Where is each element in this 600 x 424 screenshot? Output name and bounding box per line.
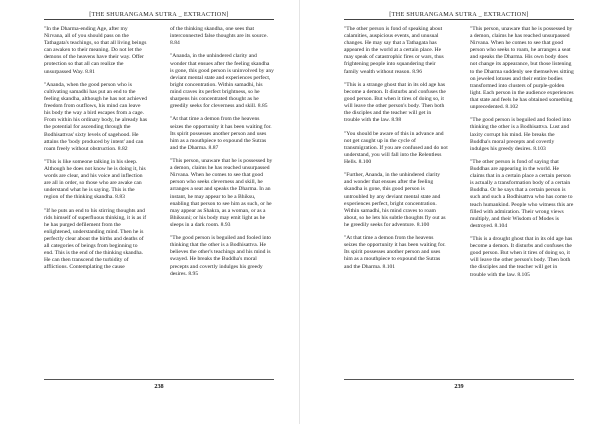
right-page (300, 0, 600, 424)
paragraph: "This person, unaware that he is possessed by a demon, claims he has reached unsurpassed Nirvana. When he comes to see that good person who seeks to roam, he arranges a seat and speaks the Dharma. His own body does not change its appearance, but those listening to the Dharma suddenly see themselves sitting on jeweled lotuses and their entire bodies transformed into clusters of purple-golden light. Each person in the audience experiences that state and feels he has obtained something unprecedented. 8.102 (470, 26, 574, 111)
paragraph: "Ananda, when the good person who is cultivating samadhi has put an end to the feeling skandha, although he has not achieved freedom from outflows, his mind can leave his body the way a bird escapes from a cage. From within his ordinary body, he already has the potential for ascending through the Bodhisattvas' sixty levels of sagehood. He attains the 'body produced by intent' and can roam freely without obstruction. 8.82 (44, 81, 148, 152)
running-header: [THE SHURANGAMA SUTRA _ EXTRACTION] (344, 11, 574, 20)
paragraph: "The other person is fond of speaking about calamities, auspicious events, and unusual changes. He may say that a Tathagata has appeared in the world at a certain place. He may speak of catastrophic fires or wars, thus frightening people into squandering their family wealth without reason. 8.96 (344, 26, 444, 75)
paragraph: "At that time a demon from the heavens seizes the opportunity it has been waiting for. Its spirit possesses another person and uses him as a mouthpiece to expound the Sutras and the Dharma. 8.101 (344, 235, 446, 270)
page-number: 238 (44, 379, 274, 390)
paragraph: "Further, Ananda, in the unhindered clarity and wonder that ensues after the feeling skandha is gone, this good person is untroubled by any deviant mental state and experiences perfect, bright concentration. Within samadhi, his mind craves to roam about, so he lets his subtle thoughts fly out as he greedily seeks for adventure. 8.100 (344, 172, 446, 228)
paragraph: "The good person is beguiled and fooled into thinking that the other is a Bodhisattva. He believes the other's teachings and his mind is swayed. He breaks the Buddha's moral precepts and covertly indulges his greedy desires. 8.95 (170, 235, 271, 277)
text-column-1 (344, 26, 448, 277)
paragraph: "This person, unaware that he is possessed by a demon, claims he has reached unsurpassed Nirvana. When he comes to see that good person who seeks cleverness and skill, he arranges a seat and speaks the Dharma. In an instant, he may appear to be a Bhiksu, enabling that person to see him as such, or he may appear as Shakra, as a woman, or as a Bhiksuni; or his body may emit light as he sleeps in a dark room. 8.93 (170, 158, 273, 228)
paragraph: "This is a strange ghost that in its old age has become a demon. It disturbs and confuses the good person. But when it tires of doing so, it will leave the other person's body. Then both the disciples and the teacher will get in trouble with the law. 8.98 (344, 81, 446, 124)
text-column-2 (170, 26, 274, 284)
paragraph: of the thinking skandha, one sees that interconnected false thoughts are its source. 8.84 (170, 26, 268, 47)
text-column-1 (44, 26, 148, 278)
text-column-2 (470, 26, 574, 285)
paragraph: "In the Dharma-ending Age, after my Nirvana, all of you should pass on the Tathagata's teachings, so that all living beings can awaken to their meaning. Do not let the demons of the heavens have their way. Offer protection so that all can realize the unsurpassed Way. 8.81 (44, 26, 147, 75)
paragraph: "This is like someone talking in his sleep. Although he does not know he is doing it, his words are clear, and his voice and inflection are all in order, so those who are awake can understand what he is saying. This is the region of the thinking skandha. 8.83 (44, 158, 146, 201)
paragraph: "At that time a demon from the heavens seizes the opportunity it has been waiting for. Its spirit possesses another person and uses him as a mouthpiece to expound the Sutras and the Dharma. 8.87 (170, 116, 272, 151)
paragraph: "This is a drought ghost that in its old age has become a demon. It disturbs and confuses the good person. But when it tires of doing so, it will leave the other person's body. Then both the disciples and the teacher will get in trouble with the law. 8.105 (470, 236, 573, 278)
paragraph: "You should be aware of this in advance and not get caught up in the cycle of transmigration. If you are confused and do not understand, you will fall into the Relentless Hells. 8.100 (344, 130, 448, 165)
page-number: 239 (344, 379, 574, 390)
paragraph: "The good person is beguiled and fooled into thinking the other is a Bodhisattva. Lust and laxity corrupt his mind. He breaks the Buddha's moral precepts and covertly indulges his greedy desires. 8.103 (470, 117, 571, 152)
paragraph: "The other person is fond of saying that Buddhas are appearing in the world. He claims that in a certain place a certain person is actually a transformation body of a certain Buddha. Or he says that a certain person is such and such a Bodhisattva who has come to teach humankind. People who witness this are filled with admiration. Their wrong views multiply, and their Wisdom of Modes is destroyed. 8.104 (470, 158, 574, 229)
running-header: [THE SHURANGAMA SUTRA _ EXTRACTION] (44, 11, 274, 20)
paragraph: "If he puts an end to his stirring thoughts and rids himself of superfluous thinking, it is as if he has purged defilement from the enlightened, understanding mind. Then he is perfectly clear about the births and deaths of all categories of beings from beginning to end. This is the end of the thinking skandha. He can then transcend the turbidity of afflictions. Contemplating the cause (44, 207, 147, 271)
paragraph: "Ananda, in the unhindered clarity and wonder that ensues after the feeling skandha is gone, this good person is uninvolved by any deviant mental state and experiences perfect, bright concentration. Within samadhi, his mind craves its perfect brightness, so he sharpens his concentrated thought as he greedily seeks for cleverness and skill. 8.85 (170, 53, 274, 110)
